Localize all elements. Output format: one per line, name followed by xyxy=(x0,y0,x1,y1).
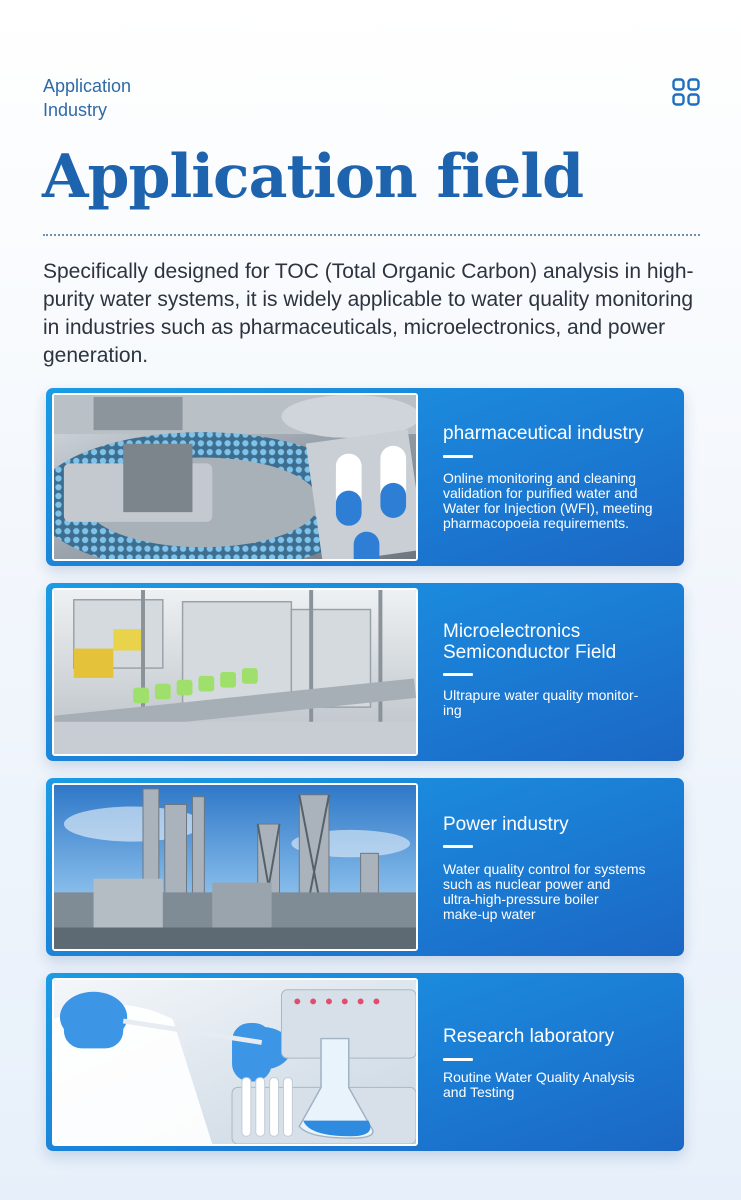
card-rule xyxy=(443,673,473,676)
card-rule xyxy=(443,455,473,458)
card-title xyxy=(443,423,672,444)
card-title-line: Semiconductor Field xyxy=(443,642,617,663)
card-desc-line: Ultrapure water quality monitor- xyxy=(443,687,639,703)
card-title-line: pharmaceutical industry xyxy=(443,423,644,444)
capsule-machine-image xyxy=(54,395,416,559)
card-desc-line: ultra-high-pressure boiler xyxy=(443,891,599,907)
card-research-laboratory[interactable] xyxy=(46,973,684,1151)
title-divider xyxy=(43,234,700,236)
card-photo-microelectronics xyxy=(52,588,418,756)
card-desc-line: Water for Injection (WFI), meeting xyxy=(443,500,653,516)
card-desc-line: ing xyxy=(443,702,462,718)
card-pharmaceutical-industry[interactable] xyxy=(46,388,684,566)
header-eyebrow xyxy=(43,74,131,122)
card-title-line: Power industry xyxy=(443,814,569,835)
card-desc-line: Online monitoring and cleaning xyxy=(443,470,637,486)
card-rule xyxy=(443,845,473,848)
card-desc-line: such as nuclear power and xyxy=(443,876,611,892)
refinery-image xyxy=(54,785,416,949)
page-title: Application field xyxy=(42,142,584,212)
card-desc-line: Routine Water Quality Analysis xyxy=(443,1069,635,1085)
card-desc-line: and Testing xyxy=(443,1084,515,1100)
card-power-industry[interactable] xyxy=(46,778,684,956)
card-photo-pharmaceutical xyxy=(52,393,418,561)
card-title-line: Microelectronics xyxy=(443,621,581,642)
card-desc-line: Water quality control for systems xyxy=(443,861,646,877)
card-title xyxy=(443,621,672,663)
card-rule xyxy=(443,1058,473,1061)
card-title xyxy=(443,1026,672,1047)
grid-icon[interactable] xyxy=(672,78,700,106)
card-desc-line: validation for purified water and xyxy=(443,485,638,501)
intro-paragraph: Specifically designed for TOC (Total Organic Carbon) analysis in high-purity water systems, it is widely applicable to water quality monitoring in industries such as pharmaceuticals, microelectronics, and power generation. xyxy=(43,260,694,367)
production-line-image xyxy=(54,590,416,754)
card-photo-power xyxy=(52,783,418,951)
card-desc-line: make-up water xyxy=(443,906,536,922)
eyebrow-line-application: Application xyxy=(43,76,132,96)
card-title xyxy=(443,814,672,835)
card-description xyxy=(443,471,671,531)
card-title-line: Research laboratory xyxy=(443,1026,615,1047)
card-description xyxy=(443,688,671,718)
card-desc-line: pharmacopoeia requirements. xyxy=(443,515,629,531)
card-description xyxy=(443,1070,671,1100)
card-microelectronics[interactable] xyxy=(46,583,684,761)
eyebrow-line-industry: Industry xyxy=(43,100,108,120)
card-photo-research xyxy=(52,978,418,1146)
card-description xyxy=(443,862,671,922)
laboratory-image xyxy=(54,980,416,1144)
